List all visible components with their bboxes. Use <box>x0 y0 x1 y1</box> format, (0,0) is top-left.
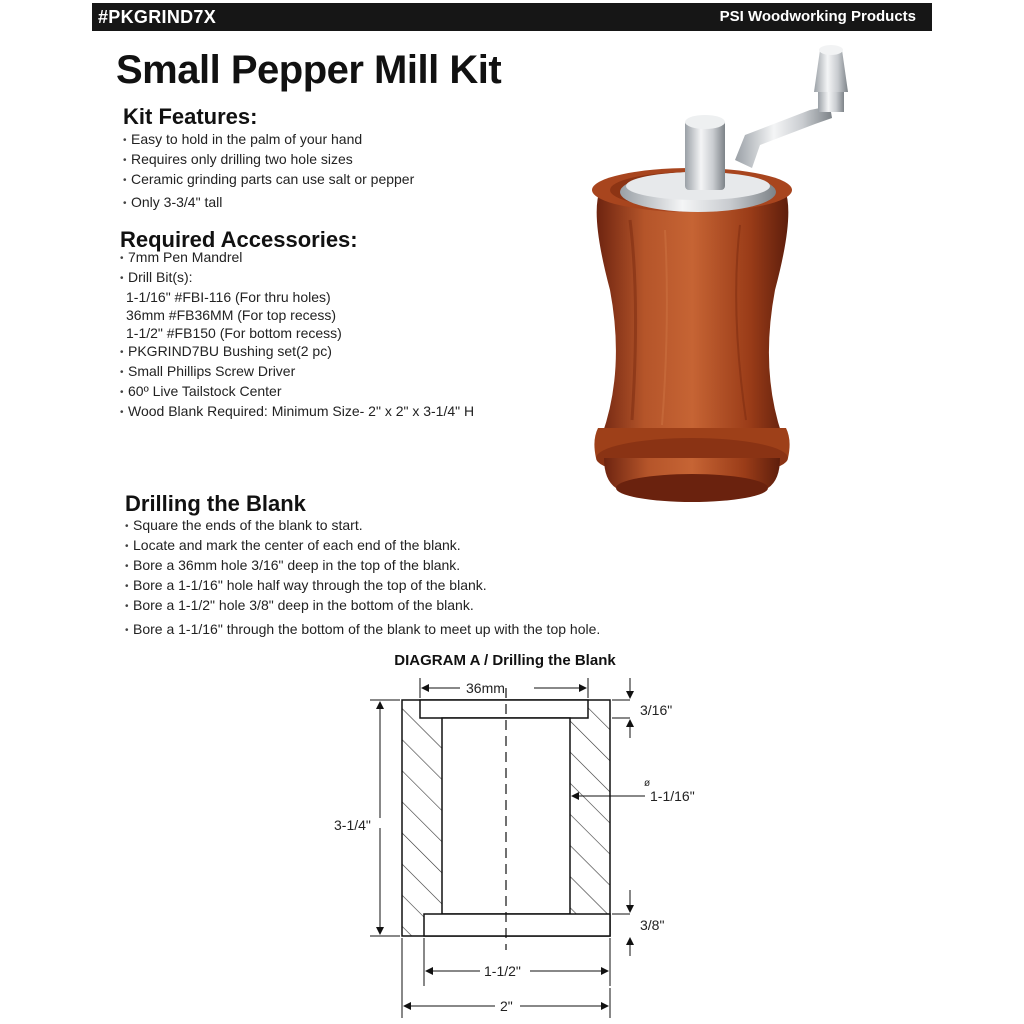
drilling-diagram <box>330 668 730 1024</box>
sku-label: #PKGRIND7X <box>98 7 217 27</box>
list-item: • Bore a 1-1/16" through the bottom of the blank to meet up with the top hole. <box>125 620 600 640</box>
dim-width: 2" <box>500 998 513 1014</box>
list-item: • Bore a 36mm hole 3/16" deep in the top of the blank. <box>125 556 600 576</box>
brand-label: PSI Woodworking Products <box>719 8 916 25</box>
list-item: • PKGRIND7BU Bushing set(2 pc) <box>120 342 474 362</box>
drilling-heading: Drilling the Blank <box>125 491 306 516</box>
dim-height: 3-1/4" <box>334 817 371 833</box>
drilling-steps-list <box>125 516 600 640</box>
list-item: • Drill Bit(s): <box>120 268 474 288</box>
list-item: • Only 3-3/4" tall <box>123 193 414 213</box>
required-accessories-heading: Required Accessories: <box>120 227 358 252</box>
pepper-mill-image <box>570 40 870 510</box>
list-item: 36mm #FB36MM (For top recess) <box>126 307 337 323</box>
list-item: • Easy to hold in the palm of your hand <box>123 130 414 150</box>
accessories-list <box>120 248 474 422</box>
kit-features-list <box>123 130 414 213</box>
list-item: • Locate and mark the center of each end of the blank. <box>125 536 600 556</box>
diagram-title: DIAGRAM A / Drilling the Blank <box>394 652 616 669</box>
list-item: • Bore a 1-1/16" hole half way through the top of the blank. <box>125 576 600 596</box>
list-item: • Requires only drilling two hole sizes <box>123 150 414 170</box>
list-item: • Ceramic grinding parts can use salt or pepper <box>123 170 414 190</box>
dim-top-depth: 3/16" <box>640 702 673 718</box>
list-item: • Square the ends of the blank to start. <box>125 516 600 536</box>
list-item: • Wood Blank Required: Minimum Size- 2" x 2" x 3-1/4" H <box>120 402 474 422</box>
page-title: Small Pepper Mill Kit <box>116 48 502 92</box>
list-item: • 60º Live Tailstock Center <box>120 382 474 402</box>
header-bar <box>92 3 932 31</box>
dim-top-recess: 36mm <box>466 680 505 696</box>
list-item: 1-1/16" #FBI-116 (For thru holes) <box>126 289 331 305</box>
list-item: 1-1/2" #FB150 (For bottom recess) <box>126 325 342 341</box>
dim-bottom-depth: 3/8" <box>640 917 665 933</box>
list-item: • 7mm Pen Mandrel <box>120 248 474 268</box>
list-item: • Small Phillips Screw Driver <box>120 362 474 382</box>
kit-features-heading: Kit Features: <box>123 104 258 129</box>
dim-bore-symbol: ø <box>644 778 651 789</box>
dim-bottom-recess: 1-1/2" <box>484 963 521 979</box>
dim-bore: 1-1/16" <box>650 788 695 804</box>
list-item: • Bore a 1-1/2" hole 3/8" deep in the bottom of the blank. <box>125 596 600 616</box>
